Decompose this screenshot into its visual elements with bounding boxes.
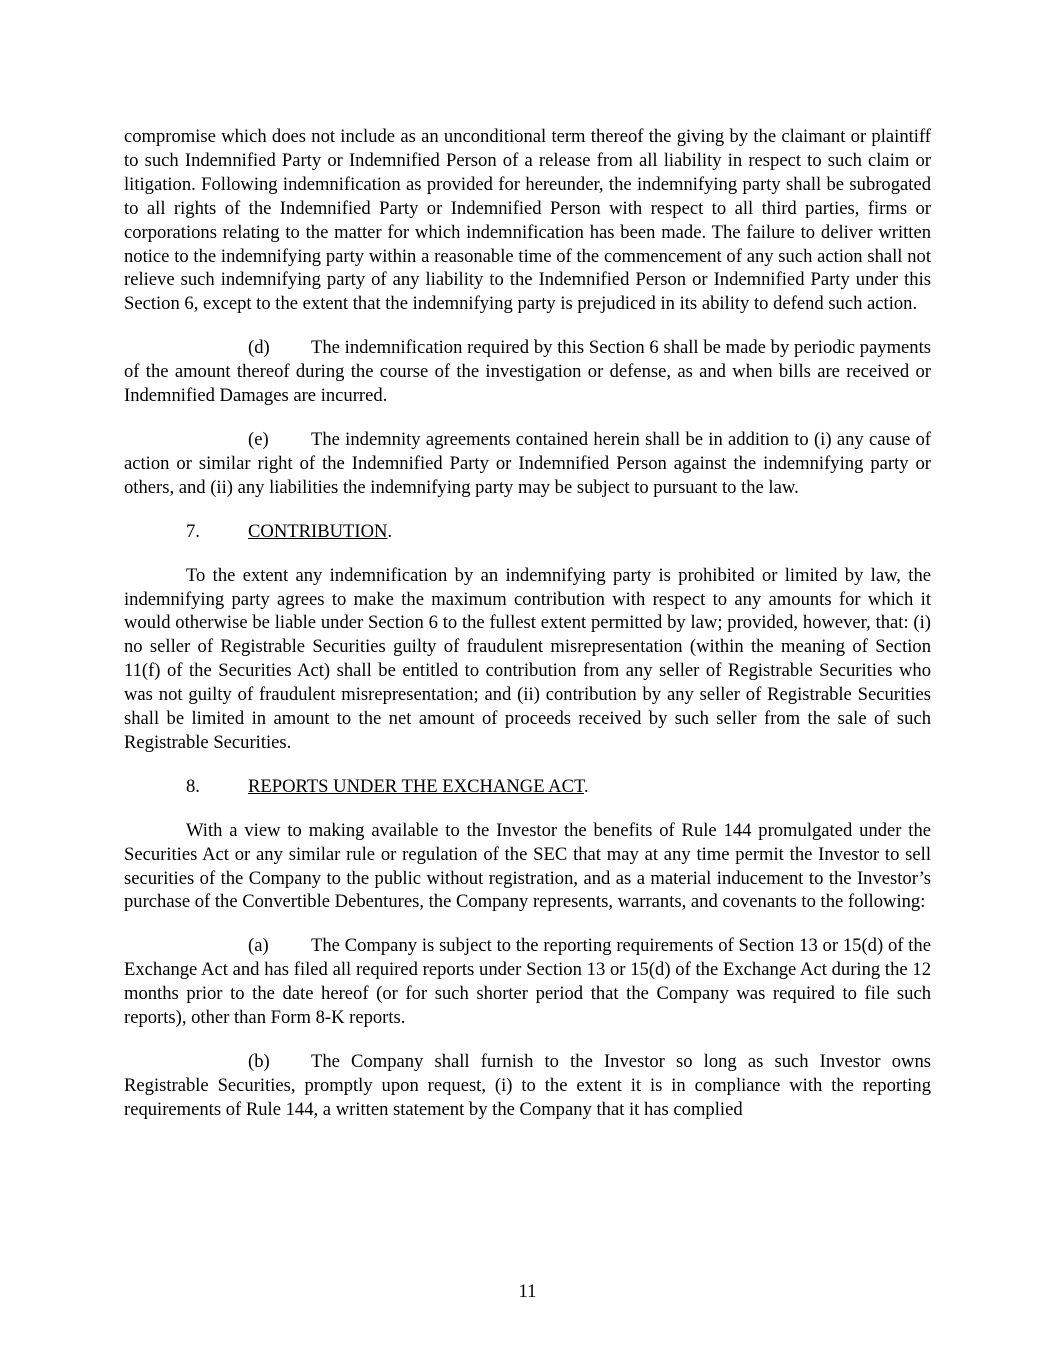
section-8b-paragraph [124, 1050, 931, 1122]
section-7-body: To the extent any indemnification by an indemnifying party is prohibited or limited by law, the indemnifying party agrees to make the maximum contribution with respect to any amounts for which it would otherwise be liable under Section 6 to the fullest extent permitted by law; provided, however, that: (i) no seller of Registrable Securities guilty of fraudulent misrepresentation (within the meaning of Section 11(f) of the Securities Act) shall be entitled to contribution from any seller of Registrable Securities who was not guilty of fraudulent misrepresentation; and (ii) contribution by any seller of Registrable Securities shall be limited in amount to the net amount of proceeds received by such seller from the sale of such Registrable Securities. [124, 564, 931, 753]
section-7-title-suffix: . [387, 520, 393, 542]
section-8-body: With a view to making available to the Investor the benefits of Rule 144 promulgated under the Securities Act or any similar rule or regulation of the SEC that may at any time permit the Investor to sell securities of the Company to the public without registration, and as a material inducement to the Investor’s purchase of the Convertible Debentures, the Company represents, warrants, and covenants to the following: [124, 819, 931, 913]
continuation-paragraph: compromise which does not include as an unconditional term thereof the giving by the claimant or plaintiff to such Indemnified Party or Indemnified Person of a release from all liability in respect to such claim or litigation. Following indemnification as provided for hereunder, the indemnifying party shall be subrogated to all rights of the Indemnified Party or Indemnified Person with respect to all third parties, firms or corporations relating to the matter for which indemnification has been made. The failure to deliver written notice to the indemnifying party within a reasonable time of the commencement of any such action shall not relieve such indemnifying party of any liability to the Indemnified Person or Indemnified Party under this Section 6, except to the extent that the indemnifying party is prejudiced in its ability to defend such action. [124, 126, 931, 315]
section-8-number: 8. [186, 775, 200, 797]
section-8b-label: (b) [248, 1051, 270, 1072]
section-8a-label: (a) [248, 935, 269, 957]
section-6d-label: (d) [248, 337, 270, 359]
section-8-title: REPORTS UNDER THE EXCHANGE ACT [248, 775, 584, 797]
section-7-title: CONTRIBUTION [248, 520, 388, 542]
section-6e-paragraph [124, 428, 931, 500]
section-7-number: 7. [186, 520, 200, 542]
section-6d-text: The indemnification required by this Section 6 shall be made by periodic payments of the amount thereof during the course of the investigation or defense, as and when bills are received or Indemnified Damages are incurred. [124, 337, 931, 407]
section-8a-text: The Company is subject to the reporting requirements of Section 13 or 15(d) of the Exchange Act and has filed all required reports under Section 13 or 15(d) of the Exchange Act during the 12 months prior to the date hereof (or for such shorter period that the Company was required to file such reports), other than Form 8-K reports. [124, 935, 931, 1029]
section-8a-paragraph [124, 934, 931, 1030]
page-number: 11 [518, 1281, 537, 1302]
section-7-heading [186, 520, 931, 544]
section-6e-label: (e) [248, 428, 269, 450]
section-8-title-suffix: . [584, 775, 589, 797]
section-8-heading [186, 775, 931, 799]
section-6d-paragraph [124, 336, 931, 408]
section-6e-text: The indemnity agreements contained herein shall be in addition to (i) any cause of action or similar right of the Indemnified Party or Indemnified Person against the indemnifying party or others, and (ii) any liabilities the indemnifying party may be subject to pursuant to the law. [124, 428, 931, 498]
document-page [124, 125, 931, 1142]
section-8b-text: The Company shall furnish to the Investor so long as such Investor owns Registrable Securities, promptly upon request, (i) to the extent it is in compliance with the reporting requirements of Rule 144, a written statement by the Company that it has complied [124, 1051, 931, 1120]
